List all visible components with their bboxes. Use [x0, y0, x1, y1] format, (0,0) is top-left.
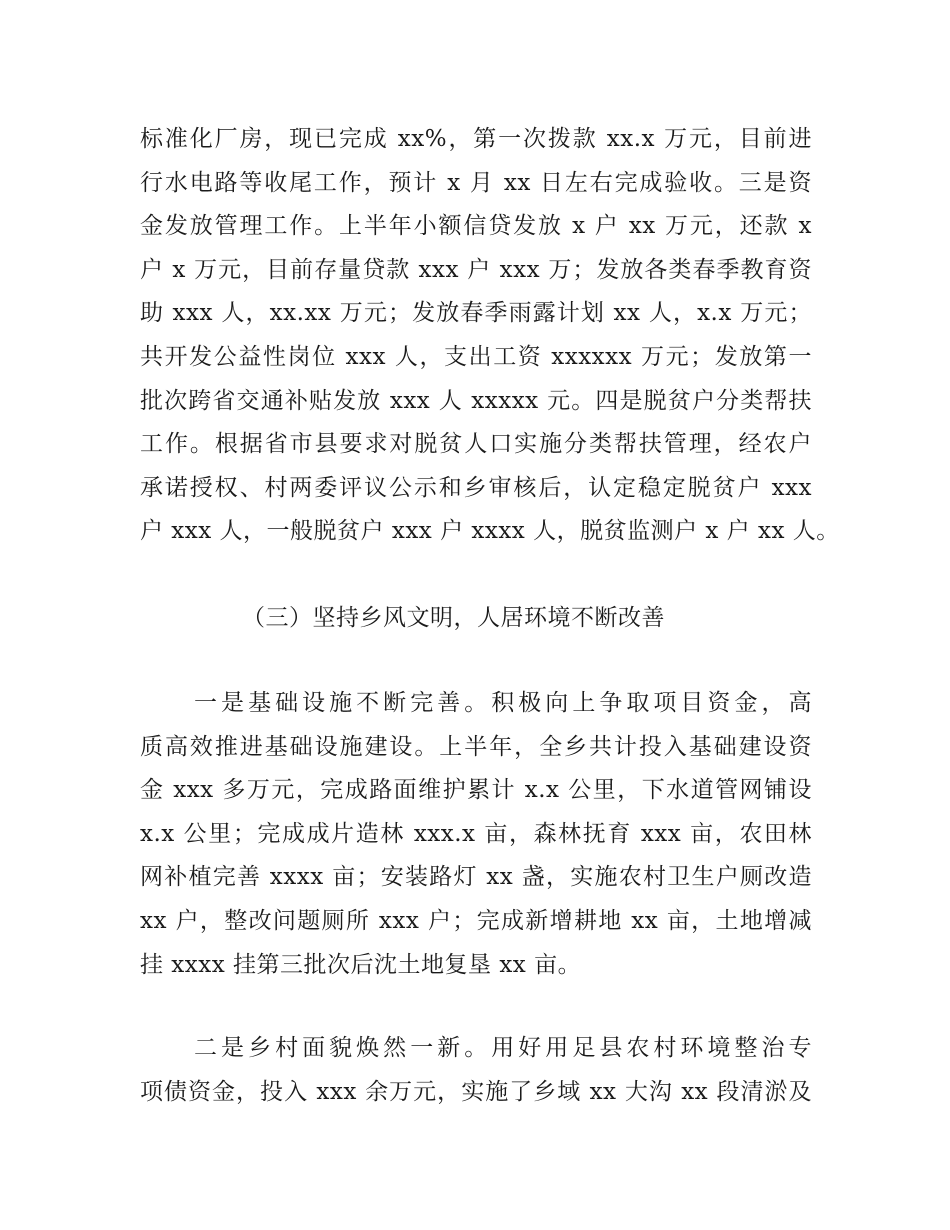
paragraph-poverty-alleviation [140, 118, 840, 554]
text-line: 承诺授权、村两委评议公示和乡审核后，认定稳定脱贫户 xxx [140, 474, 812, 501]
text-line: 网补植完善 xxxx 亩；安装路灯 xx 盏，实施农村卫生户厕改造 [140, 864, 812, 891]
text-line: 户 x 万元，目前存量贷款 xxx 户 xxx 万；发放各类春季教育资 [140, 256, 812, 283]
text-line: 标准化厂房，现已完成 xx%，第一次拨款 xx.x 万元，目前进 [140, 126, 812, 152]
text-line: 户 xxx 人，一般脱贫户 xxx 户 xxxx 人，脱贫监测户 x 户 xx 人。 [140, 518, 840, 545]
text-line: 金 xxx 多万元，完成路面维护累计 x.x 公里，下水道管网铺设 [140, 777, 812, 804]
paragraph-infrastructure [140, 682, 812, 987]
text-line: xx 户，整改问题厕所 xxx 户；完成新增耕地 xx 亩，土地增减 [140, 907, 812, 934]
text-line: 行水电路等收尾工作，预计 x 月 xx 日左右完成验收。三是资 [140, 169, 812, 196]
text-line: 质高效推进基础设施建设。上半年，全乡共计投入基础建设资 [140, 733, 812, 760]
text-line: 工作。根据省市县要求对脱贫人口实施分类帮扶管理，经农户 [140, 431, 812, 458]
text-line: 金发放管理工作。上半年小额信贷发放 x 户 xx 万元，还款 x [140, 213, 812, 240]
text-line: 二是乡村面貌焕然一新。用好用足县农村环境整治专 [140, 1035, 812, 1061]
text-line: 助 xxx 人，xx.xx 万元；发放春季雨露计划 xx 人，x.x 万元； [140, 300, 812, 327]
text-line: 一是基础设施不断完善。积极向上争取项目资金，高 [140, 690, 812, 716]
section-heading: （三）坚持乡风文明，人居环境不断改善 [242, 605, 665, 631]
text-line: 共开发公益性岗位 xxx 人，支出工资 xxxxxx 万元；发放第一 [140, 343, 812, 370]
text-line: 挂 xxxx 挂第三批次后沈土地复垦 xx 亩。 [140, 951, 582, 978]
text-line: 项债资金，投入 xxx 余万元，实施了乡域 xx 大沟 xx 段清淤及 [140, 1078, 812, 1105]
text-line: x.x 公里；完成成片造林 xxx.x 亩，森林抚育 xxx 亩，农田林 [140, 820, 812, 847]
paragraph-village-appearance [140, 1027, 812, 1114]
text-line: 批次跨省交通补贴发放 xxx 人 xxxxx 元。四是脱贫户分类帮扶 [140, 387, 812, 414]
